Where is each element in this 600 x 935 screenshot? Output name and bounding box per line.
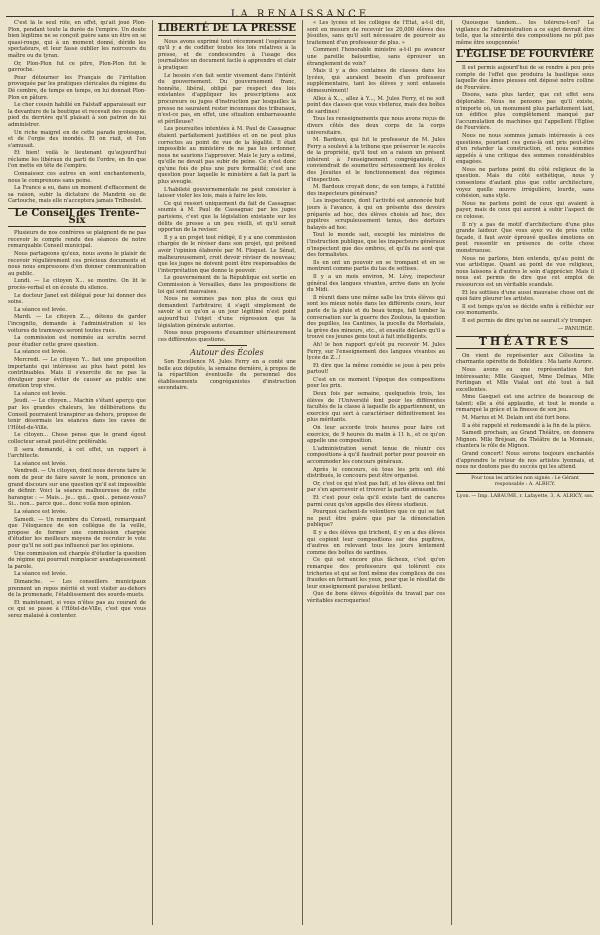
gerant-note: Pour tous les articles non signés : Le Gérant responsable : A. ALRICY. — [471, 475, 579, 488]
column-separator — [451, 20, 452, 925]
paragraph: Une commission est chargée d'étudier la question de régime qui pourrait remplacer avantageusement la parole. — [8, 550, 146, 570]
paragraph: Vendredi. — Un citoyen, dont nous devons taire le nom de peur de faire savoir le nom, prononce un grand discours sur une question qu'il est impossible de définir. Voici la séance malheureuse de cette harangue : — Mais... je... qui... quoi... pensez-vous? Si... non... parce que... donc voilà mon opinion. — [8, 468, 146, 508]
paragraph: Il est permis de dire qu'on ne saurait s'y tromper. — [462, 317, 593, 324]
conseil-article — [8, 230, 146, 619]
paragraph: Grand concert! Nous serons toujours enchantés d'apprendre le retour de nos artistes lyonnais, et nous ne doutons pas du succès qui les attend. — [456, 451, 594, 471]
paragraph: Nous avons exprimé tout récemment l'espérance qu'il y a de codifier toutes les lois relatives à la presse, et de condescendre à l'usage des journalistes un document facile à apprendre et clair à pratiquer. — [158, 38, 296, 71]
column-1 — [8, 20, 146, 930]
liberte-heading: LIBERTÉ DE LA PRESSE — [158, 23, 296, 34]
theatres-heading: THÉATRES — [456, 336, 594, 349]
imprint-line: Lyon. — Imp. LABAUME, r. Lafayette, 3, A. ALRICY, sss. — [456, 494, 594, 499]
paragraph: Connaissez ces autres en sont enchantements, nous le comprenons sans peine. — [8, 171, 146, 184]
paragraph: Mme Gasquet est une actrice de beaucoup de talent; elle a été applaudie, et tout le monde a remarqué la grâce et la finesse de son jeu. — [456, 394, 594, 414]
paragraph: Les poursuites intentées à M. Paul de Cassagnac étaient parfaitement justifiées et on ne peut plus correctes au point de vue de la légalité. Il était impossible au ministère de ne pas les ordonner, nous ne saurions l'approuver. Mais le jury a estimé, qu'elle ne devait pas subir de peine. Ce n'est donc qu'une fois de plus une pure formalité; c'est une question pour laquelle le ministère a fait la part la plus aveugle. — [158, 126, 296, 186]
paragraph: Jeudi. — Le citoyen... Machin s'étant aperçu que par les grandes chaleurs, les délibérations du Conseil pourraient transpirer au dehors, propose de tenir désormais les séances dans les caves de l'Hôtel-de-Ville. — [8, 398, 146, 431]
paragraph: Allez à X..., allez à Y..., M. Jules Ferry, et ne soit point des classes que vous visiterez, mais des boîtes de sardines! — [307, 95, 445, 115]
conseil-heading: Le Conseil des Trente-Six — [8, 208, 146, 227]
paragraph: L'administration serait tenue de réunir ces compositions à qu'il faudrait porter pour pouvoir en accommoder les concours généraux. — [307, 445, 445, 465]
paragraph: Il a été rappelé et redemandé à la fin de la pièce. — [462, 422, 592, 429]
ecoles-heading: Autour des Écoles — [190, 348, 264, 358]
paragraph: Nous ne sommes pas non plus de ceux qui demandent l'arbitraire; il s'agit simplement de savoir si ce qu'on a un jour légitimé n'est point aujourd'hui l'objet d'une répression que la législation générale autorise. — [158, 296, 296, 329]
paragraph: L'habileté gouvernementale ne peut consister à laisser violer les lois, mais à faire les lois. — [158, 186, 296, 200]
paragraph: M. Bardoux, qui fut le professeur de M. Jules Ferry a soulevé à la tribune que préserver le succès de la propriété, qu'il tout en a raison un présent inhérent à l'enseignement congréganiste, il conviendrait de soumettre sérieusement les écoles des Jésuites et le fonctionnement des régimes d'inspection. — [307, 137, 445, 183]
paragraph: M. Marius et M. Delain ont été fort bons. — [462, 415, 571, 422]
paragraph: Et bien! voilà le lieutenant qu'aujourd'hui réclame les libéraux du parti de l'ordre, en fin que l'on mette en tête de l'empire. — [8, 150, 146, 170]
paragraph: La France a eu, dans un moment d'effacement de sa raison, subir la dictature de Mandrin ou de Cartouche, mais elle n'acceptera jamais Trilboulet. — [8, 185, 146, 205]
paragraph: Et dire que la même comédie se joue à peu près partout! — [307, 362, 445, 376]
paragraph: Et c'est pour cela qu'il existe tant de cancres parmi ceux qu'on appelle des élèves studieux. — [307, 494, 445, 508]
paragraph: Après le concours, où tous les prix ont été distribués, le concours peut être organisé. — [307, 466, 445, 480]
ecoles-article — [158, 359, 296, 392]
paragraph: Le cher cousin habillé en Falstaff apparaissait sur la devanture de la boutique et recevait des coups de pied du derrière qu'il plaisait à son patron de lui administrer. — [8, 102, 146, 128]
divider — [207, 345, 247, 346]
paragraph: Or, c'est ce qui n'est pas fait, et les élèves ont fini par s'en apercevoir et trouver la partie amusante. — [307, 480, 445, 494]
paragraph: On vient de représenter aux Célestins la charmante opérette de Boïeldieu : Ma tante Aurore. — [456, 352, 594, 366]
paragraph: Lundi. — Le citoyen X... se montre. On lit le procès-verbal et on écoute du silence. — [8, 278, 146, 291]
paragraph: Nous nous proposons d'examiner ultérieurement ces différentes questions. — [158, 330, 296, 343]
paragraph: Or, Plon-Plon fut ce pitre, Plon-Plon fut le gavroche. — [8, 60, 146, 74]
paragraph: Nous avons eu une représentation fort intéressante; Mlle Gasquet, Mme Delmas, Mlle Ferlingan et Mlle Vialat ont été tout à fait excellentes. — [456, 366, 594, 393]
paragraph: « Les lycées et les collèges de l'État, a-t-il dit, sont en mesure de recevoir les 20,000 élèves des Jésuites, sans qu'il soit nécessaire de pourvoir au traitement d'un professeur de plus. » — [307, 20, 445, 46]
paragraph: Et maintenant, si vous n'êtes pas au courant de ce qui se passe à l'Hôtel-de-Ville, c'est que vous serez malaisé à contenter. — [8, 599, 146, 619]
paragraph: La commission est nommée au scrutin secret pour étudier cette grave question. — [8, 335, 146, 348]
column-1-intro — [8, 20, 146, 205]
paragraph: Nous ne parlons, bien entendu, qu'au point de vue artistique. Quant au point de vue religieux, nous laissons à d'autres le soin d'apprécier. Mais il nous est permis de dire que cet emploi de ressources est un véritable scandale. — [456, 255, 594, 288]
paragraph: Il sera demandé, à cet effet, un rapport à l'architecte. — [8, 446, 146, 460]
paragraph: La séance est levée. — [14, 508, 67, 515]
paragraph: Mercredi. — Le citoyen Y... fait une proposition importante qui intéresse au plus haut point les contribuables. Mais il s'exercite de ne pas la divulguer pour éviter de causer au public une émotion trop vive. — [8, 356, 146, 390]
paragraph: Plusieurs de nos confrères se plaignent de ne pas recevoir le compte rendu des séances de notre remarquable Conseil municipal. — [8, 230, 146, 250]
paragraph: Le besoin s'en fait sentir vivement dans l'intérêt du gouvernement. Du gouvernement franc, honnête, libéral, obligé par respect des lois existantes d'appliquer les prescriptions aux procureurs ou juges d'instruction par lesquelles la presse ne sauraient rester inconnues des tribunaux, n'est-ce pas, en effet, une situation embarrassante et périlleuse? — [158, 72, 296, 125]
paragraph: Nous partageons qu'eux, nous avons le plaisir de recevoir régulièrement ces précieux documents et nous nous empressons d'en donner communication au public. — [8, 251, 146, 277]
fourviere-heading: L'ÉGLISE DE FOURVIÈRE — [456, 49, 594, 61]
paragraph: Un riche maigrel en de cette parade grotesque, et de l'orgie des inondés. Et on riait, et l'on s'amusait. — [8, 129, 146, 149]
column-4 — [456, 20, 594, 930]
liberte-article — [158, 39, 296, 344]
paragraph: Quousque tandem... les tolérera-t-on? La vigilance de l'administration a ce sujet devrait être telle, que la sincérité des compositions ne pût pas même être soupçonnée! — [456, 20, 594, 46]
paragraph: Il n'y a pas de motif d'architecture d'une plus grande laideur. Que vous ayez vu de près cette façade, il faut avoir éprouvé quelles émotions on peut ressentir en présence de cette chose monstrueuse. — [456, 221, 594, 254]
paragraph: Disons, sans plus tarder, que cet effet sera déplorable. Nous ne pensons pas qu'il existe, n'importe où, un monument plus parfaitement laid, un édifice plus complètement manqué par l'accumulation de machines qui l'appellent l'Église de Fourvière. — [456, 92, 594, 132]
paragraph: Ce qui est encore plus fâcheux, c'est qu'on remarque des professeurs qui tolèrent ces tricheries et qui se font même des complices de ces fraudes en fermant les yeux, pour que le résultat de leur enseignement paraisse brillant. — [307, 557, 445, 590]
fourviere-article — [456, 65, 594, 325]
divider — [456, 473, 594, 474]
column-separator — [152, 20, 153, 925]
column-3 — [307, 20, 445, 930]
paragraph: La séance est levée. — [14, 306, 67, 313]
paragraph: Il y a un projet tout rédigé, il y a une commission chargée de le réviser dans son projet, qui prétend avoir l'opinion élaborée par M. Floquet. Le Sénat, malheureusement, croit devoir réviser de nouveau; que les juges ne doivent point être responsables de l'interprétation que donne le pouvoir. — [158, 234, 296, 274]
paragraph: Il est temps qu'on se décide enfin à réfléchir sur ces monuments. — [456, 303, 594, 317]
paragraph: Nous ne parlons point du côté religieux de la question. Mais du côté esthétique, nous y consentons d'autant plus que cette architecture, voyez quelle œuvre irrégulière, lourde, sans cohésion, sans style. — [456, 166, 594, 200]
paragraph: Et les sottises d'une aussi mauvaise chose ont de quoi faire pleurer les artistes. — [456, 289, 594, 303]
paragraph: Deux fois par semaine, quelquefois trois, les élèves de l'Université font pour les différentes facultés de la classe à laquelle ils appartiennent, un exercice qui sert à caractériser définitivement les plus méritants. — [307, 391, 445, 424]
column-separator — [302, 20, 303, 925]
paragraph: La séance est levée. — [14, 460, 67, 467]
masthead-rule — [6, 16, 594, 17]
paragraph: La séance est levée. — [14, 390, 67, 397]
paragraph: Samedi. — Un membre du Conseil, remarquant que l'éloquence de son collègue de la veille, propose de former une commission chargée d'étudier les meilleurs moyens de recruter le vote pour qu'il ne soit pas influencé par les opinions. — [8, 516, 146, 549]
column-2 — [158, 20, 296, 930]
paragraph: Pour détourner les Français de l'irritation provoquée par les pratiques cléricales du régime du Dé cembre, de temps en temps, on lui donnait Plon-Plon en pâture. — [8, 74, 146, 101]
theatres-article — [456, 353, 594, 471]
paragraph: Le gouvernement de la République est sortie en Commission à Versailles, dans les propositions de loi qui sont mauvaises. — [158, 275, 296, 295]
paragraph: Ce qui ressort uniquement du fait de Cassagnac soumis à M. Paul de Cassagnac par les juges parisiens, c'est que la législation existante sur les délits de presse a un peu vieilli, et qu'il serait opportun de la reviser. — [158, 200, 296, 234]
paragraph: Dimanche. — Les conseillers municipaux prennent un repos mérité et vont visiter au-dehors de la promenade, l'établissement des sourds-muets. — [8, 578, 146, 599]
masthead — [0, 2, 600, 20]
paragraph: On leur accorde trois heures pour faire cet exercice, de 9 heures du matin à 11 h., et ce qu'on appelle une composition. — [307, 425, 445, 445]
paragraph: Le citoyen... Chose pense que le grand égout collecteur serait peut-être préférable. — [8, 432, 146, 446]
masthead-title: LA RENAISSANCE — [230, 9, 370, 20]
column-4-intro — [456, 20, 594, 46]
paragraph: Ah! le bon rapport qu'eût pu recevoir M. Jules Ferry, sur l'enseignement des langues vivantes au lycée de Z...! — [307, 341, 445, 362]
paragraph: M. Bardoux croyait donc, de son temps, à l'utilité des inspecteurs généraux? — [307, 184, 445, 197]
signature: — PANURGE. — [558, 325, 594, 332]
divider — [456, 491, 594, 492]
paragraph: Nous ne parlons point de ceux qui avaient à payer, mais de ceux qui auront à subir l'aspect de ce colosse. — [456, 200, 594, 221]
paragraph: Mais il y a des centaines de classes dans les lycées, qui auraient besoin d'un professeur supplémentaire, tant les élèves y sont entassés démesurément! — [307, 68, 445, 94]
paragraph: Tout le monde sait, excepté les ministres de l'instruction publique, que les inspecteurs généraux n'inspectent que des ombres, et qu'ils ne sont que des formalistes. — [307, 232, 445, 259]
paragraph: Il réunit dans une même salle les trois élèves qui sont les mieux notés dans les différents cours, leur parle de la pluie et du beau temps, fait tomber la conversation sur la guerre des Zoulous, la question des pupilles, les Cantines, la pucelle du Morhalais, la grève des mineurs, etc., et ensuite déclare qu'il a trouvé ces jeunes gens tout à fait intelligents. — [307, 294, 445, 341]
paragraph: Mardi. — Le citoyen Z..., détenu de garder l'incognito, demande à l'administration si les voitures de tramways seront toutes rues. — [8, 314, 146, 334]
paragraph: C'est là le seul rôle, en effet, qu'ait joué Plon-Plon, pendant toute la durée de l'empire. Un doute bien légitime ne se conçoit guère sans un être en se quasi-rouge, qui à un moment donné, déride les spectateurs, et leur fasse oublier les noirceurs du maître ou du tyran. — [8, 20, 146, 59]
paragraph: Les inspecteurs, dont l'activité est annoncée huit jours à l'avance, à qui on présente des devoirs préparés ad hoc, des élèves choisis ad hoc, des pupitres scrupuleusement tenus, des dortoirs balayés ad hoc. — [307, 198, 445, 231]
paragraph: Pourquoi cachent-ils volontiers que ce qui se fait ne peut être guère que par la dénonciation publique? — [307, 509, 445, 529]
paragraph: Ils en ont un pouvoir en se trompant et en se montrent comme partis du tas de sottises. — [307, 259, 445, 273]
paragraph: Il est permis aujourd'hui de se rendre à peu près compte de l'effet que produira la basilique sous laquelle des âmes pieuses ont déposé notre colline de Fourvière. — [456, 64, 594, 91]
paragraph: Nous ne nous sommes jamais intéressés à ces questions, pourtant ces gens-là ont pris peut-être d'en retarder la construction, et nous sommes appelés à une critique des sommes considérables engagées. — [456, 132, 594, 166]
paragraph: C'est en ce moment l'époque des compositions pour les prix. — [307, 376, 445, 390]
paragraph: Comment l'honorable ministre a-t-il pu avancer une pareille balourdise, sans éprouver un étranglement de voix? — [307, 47, 445, 67]
paragraph: La séance est levée. — [14, 349, 67, 356]
paragraph: Que de bons élèves dégoûtés du travail par ces véritables escroqueries! — [307, 591, 445, 604]
paragraph: Il y a un mois environ, M. Lévy, inspecteur général des langues vivantes, arrive dans un lycée du Midi. — [307, 273, 445, 294]
paragraph: Samedi prochain, au Grand Théâtre, on donnera Mignon. Mlle Bréjean, du Théâtre de la Monnaie, chantera le rôle de Mignon. — [456, 430, 594, 450]
paragraph: Il y a des élèves qui trichent, il y en a des élèves qui copient leur compositions sur des pupitres, d'autres en relevant tous les jours lentement comme des boîtes de sardines. — [307, 529, 445, 556]
paragraph: La séance est levée. — [14, 571, 67, 578]
paragraph: Son Excellence M. Jules Ferry en a conté une belle aux députés, la semaine dernière, à propos de la répartition éventuelle du personnel des établissements congréganistes d'instruction secondaire. — [158, 358, 296, 392]
paragraph: Tous les renseignements que nous avons reçus de divers côtés des deux corps de la corps universitaire. — [307, 116, 445, 136]
paragraph: Le docteur Janet est délégué pour lui donner des soins. — [8, 292, 146, 306]
ecoles-article-continued — [307, 20, 445, 604]
